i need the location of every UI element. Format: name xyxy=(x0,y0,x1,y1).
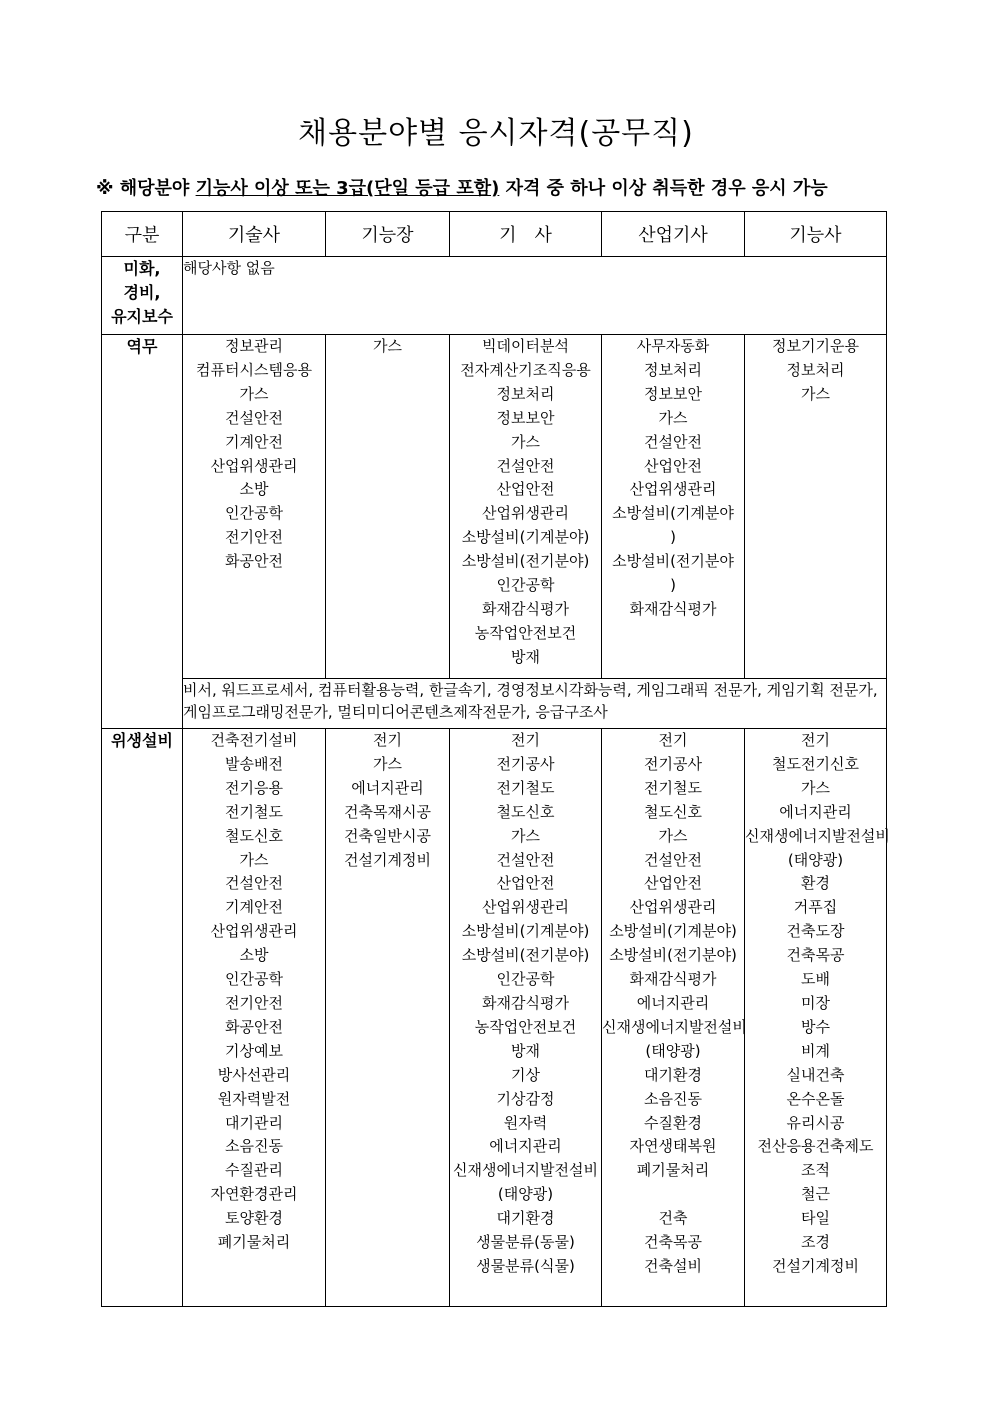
qualification-item: 가스 xyxy=(801,384,830,403)
qualification-item: 전기 xyxy=(658,731,688,749)
qualification-item: 소방설비(기계분야) xyxy=(609,922,737,941)
qualification-item: 전기안전 xyxy=(225,528,283,547)
qualification-item: 건축도장 xyxy=(786,922,845,941)
qualification-item: 자연생태복원 xyxy=(629,1137,717,1156)
qualification-item: 에너지관리 xyxy=(636,993,710,1012)
qualification-item: 가스 xyxy=(373,754,402,773)
qualification-item: 건설기계정비 xyxy=(344,850,431,869)
qualification-item: 가스 xyxy=(373,337,402,355)
qualification-item: 산업위생관리 xyxy=(629,480,717,499)
qualification-item: 전기 xyxy=(801,731,830,749)
qualification-item: 에너지관리 xyxy=(351,778,424,797)
qualification-item: 방수 xyxy=(801,1017,830,1036)
qualification-item: 전기 xyxy=(373,731,402,749)
cell-list xyxy=(745,335,887,679)
qualification-item: 산업안전 xyxy=(644,874,702,893)
qualification-item: 산업위생관리 xyxy=(629,898,717,917)
extra-qualifications-text: 비서, 워드프로세서, 컴퓨터활용능력, 한글속기, 경영정보시각화능력, 게임그래픽 전문가, 게임기획 전문가, 게임프로그래밍전문가, 멀티미디어콘텐츠제작전문가, 응급구조사 xyxy=(183,679,887,729)
row-category-sanitation: 위생설비 xyxy=(102,729,183,1307)
qualification-item: 정보기기운용 xyxy=(772,337,859,355)
qualification-item: 건축 xyxy=(658,1209,688,1228)
qualification-item: 전기안전 xyxy=(225,993,283,1012)
qualification-item: 에너지관리 xyxy=(779,802,852,821)
qualification-item: 토양환경 xyxy=(225,1209,283,1228)
qualification-item: 소방 xyxy=(239,480,269,499)
qualification-item: 전기철도 xyxy=(496,778,555,797)
qualification-item: 전기 xyxy=(511,731,540,749)
qualification-item: 건설안전 xyxy=(225,874,283,893)
cell-list xyxy=(450,729,602,1307)
qualification-item: 온수온돌 xyxy=(786,1089,845,1108)
qualification-item: 건축설비 xyxy=(644,1256,702,1275)
qualification-item: 발송배전 xyxy=(225,754,283,773)
qualification-item: 가스 xyxy=(801,778,830,797)
qualification-item: 가스 xyxy=(239,850,269,869)
qualification-item: 미장 xyxy=(801,993,830,1012)
qualification-item: 에너지관리 xyxy=(489,1137,562,1156)
qualification-item: 철도전기신호 xyxy=(772,754,859,773)
qualification-item: 기상예보 xyxy=(225,1041,283,1060)
qualification-item: 인간공학 xyxy=(496,970,555,989)
row-category-cleaning xyxy=(102,257,183,335)
qualification-item: 화공안전 xyxy=(225,552,283,571)
table-header-row xyxy=(102,212,887,257)
qualification-item: 철근 xyxy=(801,1185,830,1204)
qualification-item: 건설안전 xyxy=(225,408,283,427)
cell-list xyxy=(183,729,326,1307)
qualification-item: 화재감식평가 xyxy=(482,993,569,1012)
qualification-item: 소방설비(기계분야) xyxy=(461,922,590,941)
qualification-item: 수질환경 xyxy=(644,1113,702,1132)
qualification-item: 수질관리 xyxy=(225,1161,283,1180)
qualification-item: 소음진동 xyxy=(225,1137,283,1156)
qualification-item: 거푸집 xyxy=(793,898,838,917)
qualification-item: 철도신호 xyxy=(496,802,555,821)
cell-list xyxy=(183,335,326,679)
table-row-cleaning-security xyxy=(102,257,887,335)
qualification-item: 자연환경관리 xyxy=(210,1185,298,1204)
qualification-item: 전자계산기조직응용 xyxy=(460,360,591,379)
qualification-item: ) xyxy=(670,576,676,595)
qualification-item: 건설안전 xyxy=(644,850,702,869)
qualification-item: 기상 xyxy=(511,1065,540,1084)
qualification-item: 생물분류(식물) xyxy=(476,1256,575,1275)
qualification-item: 소방설비(전기분야) xyxy=(461,946,590,965)
cell-list xyxy=(450,335,602,679)
qualification-item: 가스 xyxy=(511,826,540,845)
qualification-item: 전기철도 xyxy=(644,778,702,797)
qualification-table xyxy=(101,211,890,1307)
qualification-item: (태양광) xyxy=(787,850,844,869)
qualification-item: 건축목재시공 xyxy=(344,802,431,821)
qualification-item: 컴퓨터시스템응용 xyxy=(196,360,312,379)
qualification-item: 실내건축 xyxy=(786,1065,845,1084)
qualification-item: 화재감식평가 xyxy=(629,970,717,989)
qualification-item: 원자력발전 xyxy=(217,1089,291,1108)
header-professional-engineer: 기술사 xyxy=(183,212,326,257)
table-row-station-service xyxy=(102,335,887,679)
qualification-item: 건축전기설비 xyxy=(210,731,298,749)
qualification-item: 정보보안 xyxy=(644,384,702,403)
cell-list xyxy=(745,729,890,1307)
qualification-item: 전기공사 xyxy=(644,754,702,773)
qualification-item: 산업위생관리 xyxy=(210,922,298,941)
qualification-item: 정보처리 xyxy=(786,360,845,379)
qualification-item: 유리시공 xyxy=(786,1113,845,1132)
qualification-item: 인간공학 xyxy=(225,970,283,989)
qualification-item: 가스 xyxy=(658,826,688,845)
header-category: 구분 xyxy=(102,212,183,257)
qualification-item: 가스 xyxy=(658,408,688,427)
qualification-item: 정보보안 xyxy=(496,408,555,427)
qualification-item: 산업안전 xyxy=(644,456,702,475)
qualification-item: 농작업안전보건 xyxy=(474,1017,577,1036)
qualification-item: 대기환경 xyxy=(644,1065,702,1084)
qualification-item: 비계 xyxy=(801,1041,830,1060)
qualification-item: 대기환경 xyxy=(496,1209,555,1228)
qualification-item: 신재생에너지발전설비 xyxy=(453,1161,598,1180)
qualification-item: 기계안전 xyxy=(225,898,283,917)
table-row-station-extra xyxy=(102,679,887,729)
row-category-station: 역무 xyxy=(102,335,183,729)
qualification-item: 전산응용건축제도 xyxy=(757,1137,874,1156)
qualification-item: 가스 xyxy=(239,384,269,403)
qualification-item: 소음진동 xyxy=(644,1089,702,1108)
qualification-item: (태양광) xyxy=(497,1185,554,1204)
qualification-item: 전기응용 xyxy=(225,778,283,797)
qualification-item: 타일 xyxy=(801,1209,830,1228)
category-line: 미화, xyxy=(123,259,161,278)
qualification-item: 원자력 xyxy=(503,1113,548,1132)
qualification-item: 방재 xyxy=(511,1041,540,1060)
qualification-item: 대기관리 xyxy=(225,1113,283,1132)
qualification-item: 신재생에너지발전설비 xyxy=(602,1017,747,1036)
qualification-item: 폐기물처리 xyxy=(217,1233,291,1252)
qualification-item: 전기공사 xyxy=(496,754,555,773)
qualification-item: ) xyxy=(670,528,676,547)
header-industrial-engineer: 산업기사 xyxy=(602,212,745,257)
category-line: 경비, xyxy=(123,283,161,302)
qualification-item: 기상감정 xyxy=(496,1089,555,1108)
qualification-item: 정보처리 xyxy=(496,384,555,403)
cell-list xyxy=(326,729,450,1307)
qualification-item: 가스 xyxy=(511,432,540,451)
category-line: 유지보수 xyxy=(111,307,173,326)
qualification-item: 생물분류(동물) xyxy=(476,1233,575,1252)
header-engineer: 기 사 xyxy=(450,212,602,257)
qualification-item: 건축일반시공 xyxy=(344,826,431,845)
qualification-item: 신재생에너지발전설비 xyxy=(745,826,890,845)
qualification-item: 산업위생관리 xyxy=(482,504,569,523)
qualification-item: 건설안전 xyxy=(496,850,555,869)
eligibility-note xyxy=(96,174,896,200)
qualification-item: 소방설비(기계분야 xyxy=(612,504,734,523)
qualification-item: 건축목공 xyxy=(786,946,845,965)
qualification-item xyxy=(602,1183,744,1207)
qualification-item: 기계안전 xyxy=(225,432,283,451)
qualification-item: 농작업안전보건 xyxy=(474,623,577,642)
table-row-sanitation xyxy=(102,729,887,1307)
qualification-item: 산업안전 xyxy=(496,480,555,499)
qualification-item: 소방설비(기계분야) xyxy=(461,528,590,547)
qualification-item: 정보처리 xyxy=(644,360,702,379)
not-applicable-text: 해당사항 없음 xyxy=(183,257,887,335)
note-suffix: 자격 중 하나 이상 취득한 경우 응시 가능 xyxy=(499,178,828,199)
qualification-item: 화재감식평가 xyxy=(482,599,569,618)
qualification-item: 산업위생관리 xyxy=(210,456,298,475)
qualification-item: 폐기물처리 xyxy=(636,1161,710,1180)
header-craftsman: 기능사 xyxy=(745,212,887,257)
cell-list xyxy=(602,335,745,679)
note-prefix: ※ 해당분야 xyxy=(96,178,196,199)
qualification-item: 전기철도 xyxy=(225,802,283,821)
note-underlined: 기능사 이상 또는 3급(단일 등급 포함) xyxy=(195,178,500,199)
qualification-item: 조경 xyxy=(801,1233,830,1252)
qualification-item: 소방 xyxy=(239,946,269,965)
qualification-item: 소방설비(전기분야) xyxy=(461,552,590,571)
page-title: 채용분야별 응시자격(공무직) xyxy=(298,116,694,151)
qualification-item: (태양광) xyxy=(645,1041,701,1060)
qualification-item: 사무자동화 xyxy=(636,337,710,355)
cell-list xyxy=(602,729,745,1307)
qualification-item: 빅데이터분석 xyxy=(482,337,569,355)
qualification-item: 산업안전 xyxy=(496,874,555,893)
qualification-item: 철도신호 xyxy=(225,826,283,845)
qualification-item: 화공안전 xyxy=(225,1017,283,1036)
header-master-craftsman: 기능장 xyxy=(326,212,450,257)
qualification-item: 도배 xyxy=(801,970,830,989)
qualification-item: 방사선관리 xyxy=(217,1065,291,1084)
qualification-item: 인간공학 xyxy=(496,576,555,595)
qualification-item: 철도신호 xyxy=(644,802,702,821)
qualification-item: 방재 xyxy=(511,647,540,666)
qualification-item: 소방설비(전기분야 xyxy=(612,552,734,571)
qualification-item: 건설안전 xyxy=(644,432,702,451)
cell-list xyxy=(326,335,450,679)
qualification-item: 산업위생관리 xyxy=(482,898,569,917)
qualification-item: 화재감식평가 xyxy=(629,599,717,618)
qualification-item: 건설기계정비 xyxy=(772,1256,859,1275)
qualification-item: 정보관리 xyxy=(225,337,283,355)
qualification-item: 환경 xyxy=(801,874,830,893)
qualification-item: 건설안전 xyxy=(496,456,555,475)
qualification-item: 건축목공 xyxy=(644,1233,702,1252)
qualification-item: 소방설비(전기분야) xyxy=(609,946,737,965)
qualification-item: 조적 xyxy=(801,1161,830,1180)
qualification-item: 인간공학 xyxy=(225,504,283,523)
